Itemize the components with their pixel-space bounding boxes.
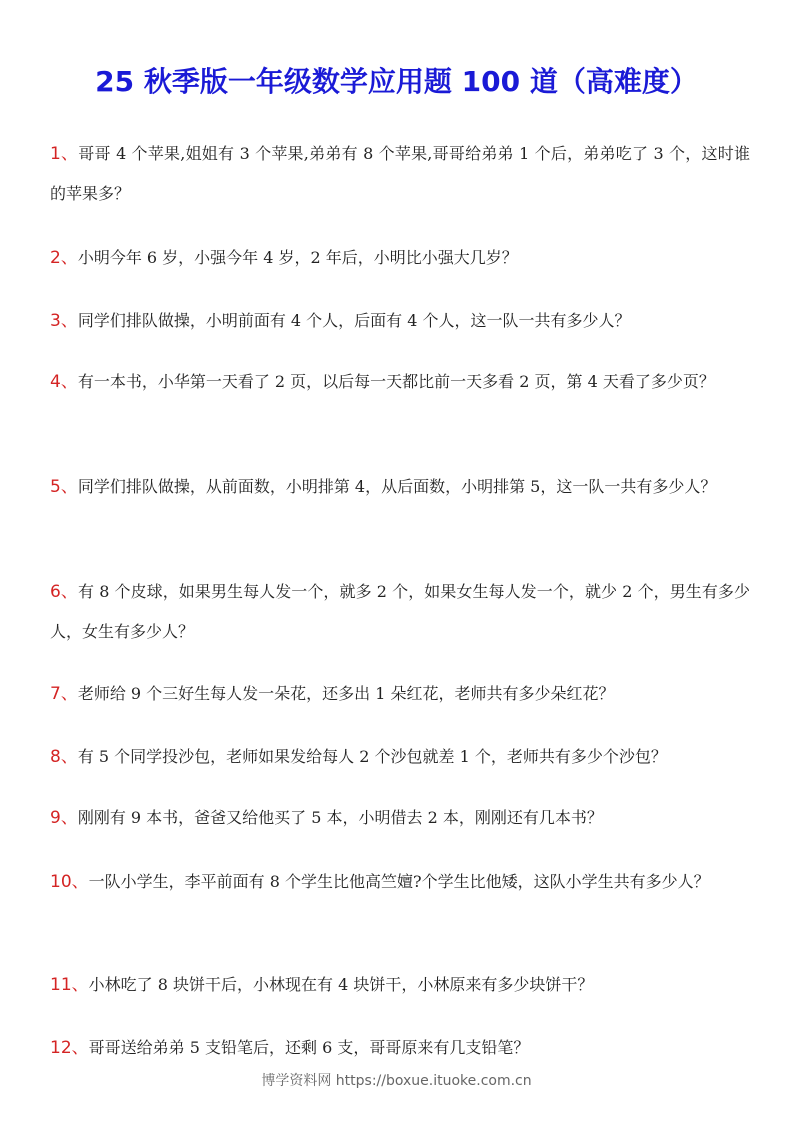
- question-text: 小明今年 6 岁，小强今年 4 岁，2 年后，小明比小强大几岁？: [77, 248, 518, 267]
- question-text: 老师给 9 个三好生每人发一朵花，还多出 1 朵红花，老师共有多少朵红花？: [77, 684, 615, 703]
- footer-watermark: 博学资料网 https://boxue.ituoke.com.cn: [261, 1073, 532, 1089]
- question-text: 哥哥送给弟弟 5 支铅笔后，还剩 6 支，哥哥原来有几支铅笔？: [88, 1038, 530, 1057]
- question-text: 刚刚有 9 本书，爸爸又给他买了 5 本，小明借去 2 本，刚刚还有几本书？: [77, 808, 603, 827]
- question-7: [50, 674, 750, 714]
- page-title: 25 秋季版一年级数学应用题 100 道（高难度）: [95, 65, 698, 98]
- question-text: 同学们排队做操，从前面数，小明排第 4，从后面数，小明排第 5，这一队一共有多少人？: [77, 477, 717, 496]
- question-11: [50, 965, 750, 1005]
- question-number: 11、: [50, 975, 89, 995]
- question-10: [50, 862, 750, 902]
- question-5: [50, 467, 750, 507]
- question-3: [50, 301, 750, 341]
- question-6: [50, 572, 750, 652]
- question-number: 5、: [50, 477, 78, 497]
- question-number: 2、: [50, 248, 78, 268]
- question-text: 哥哥 4 个苹果,姐姐有 3 个苹果,弟弟有 8 个苹果,哥哥给弟弟 1 个后，弟弟吃了 3 个，这时谁的苹果多？: [50, 144, 750, 203]
- question-text: 有一本书，小华第一天看了 2 页，以后每一天都比前一天多看 2 页，第 4 天看了多少页？: [77, 372, 715, 391]
- question-text: 有 8 个皮球，如果男生每人发一个，就多 2 个，如果女生每人发一个，就少 2 个，男生有多少人，女生有多少人？: [50, 582, 750, 641]
- question-4: [50, 362, 750, 402]
- question-text: 小林吃了 8 块饼干后，小林现在有 4 块饼干，小林原来有多少块饼干？: [88, 975, 594, 994]
- question-number: 12、: [50, 1038, 89, 1058]
- question-number: 7、: [50, 684, 78, 704]
- question-12: [50, 1028, 750, 1068]
- question-9: [50, 798, 750, 838]
- question-text: 同学们排队做操，小明前面有 4 个人，后面有 4 个人，这一队一共有多少人？: [77, 311, 631, 330]
- question-number: 10、: [50, 872, 89, 892]
- question-number: 8、: [50, 747, 78, 767]
- question-text: 有 5 个同学投沙包，老师如果发给每人 2 个沙包就差 1 个，老师共有多少个沙包？: [77, 747, 667, 766]
- question-1: [50, 134, 750, 214]
- question-2: [50, 238, 750, 278]
- question-number: 4、: [50, 372, 78, 392]
- question-number: 3、: [50, 311, 78, 331]
- question-number: 9、: [50, 808, 78, 828]
- question-number: 1、: [50, 144, 79, 164]
- question-number: 6、: [50, 582, 78, 602]
- question-text: 一队小学生，李平前面有 8 个学生比他高竺嬗?个学生比他矮，这队小学生共有多少人？: [88, 872, 710, 891]
- question-8: [50, 737, 750, 777]
